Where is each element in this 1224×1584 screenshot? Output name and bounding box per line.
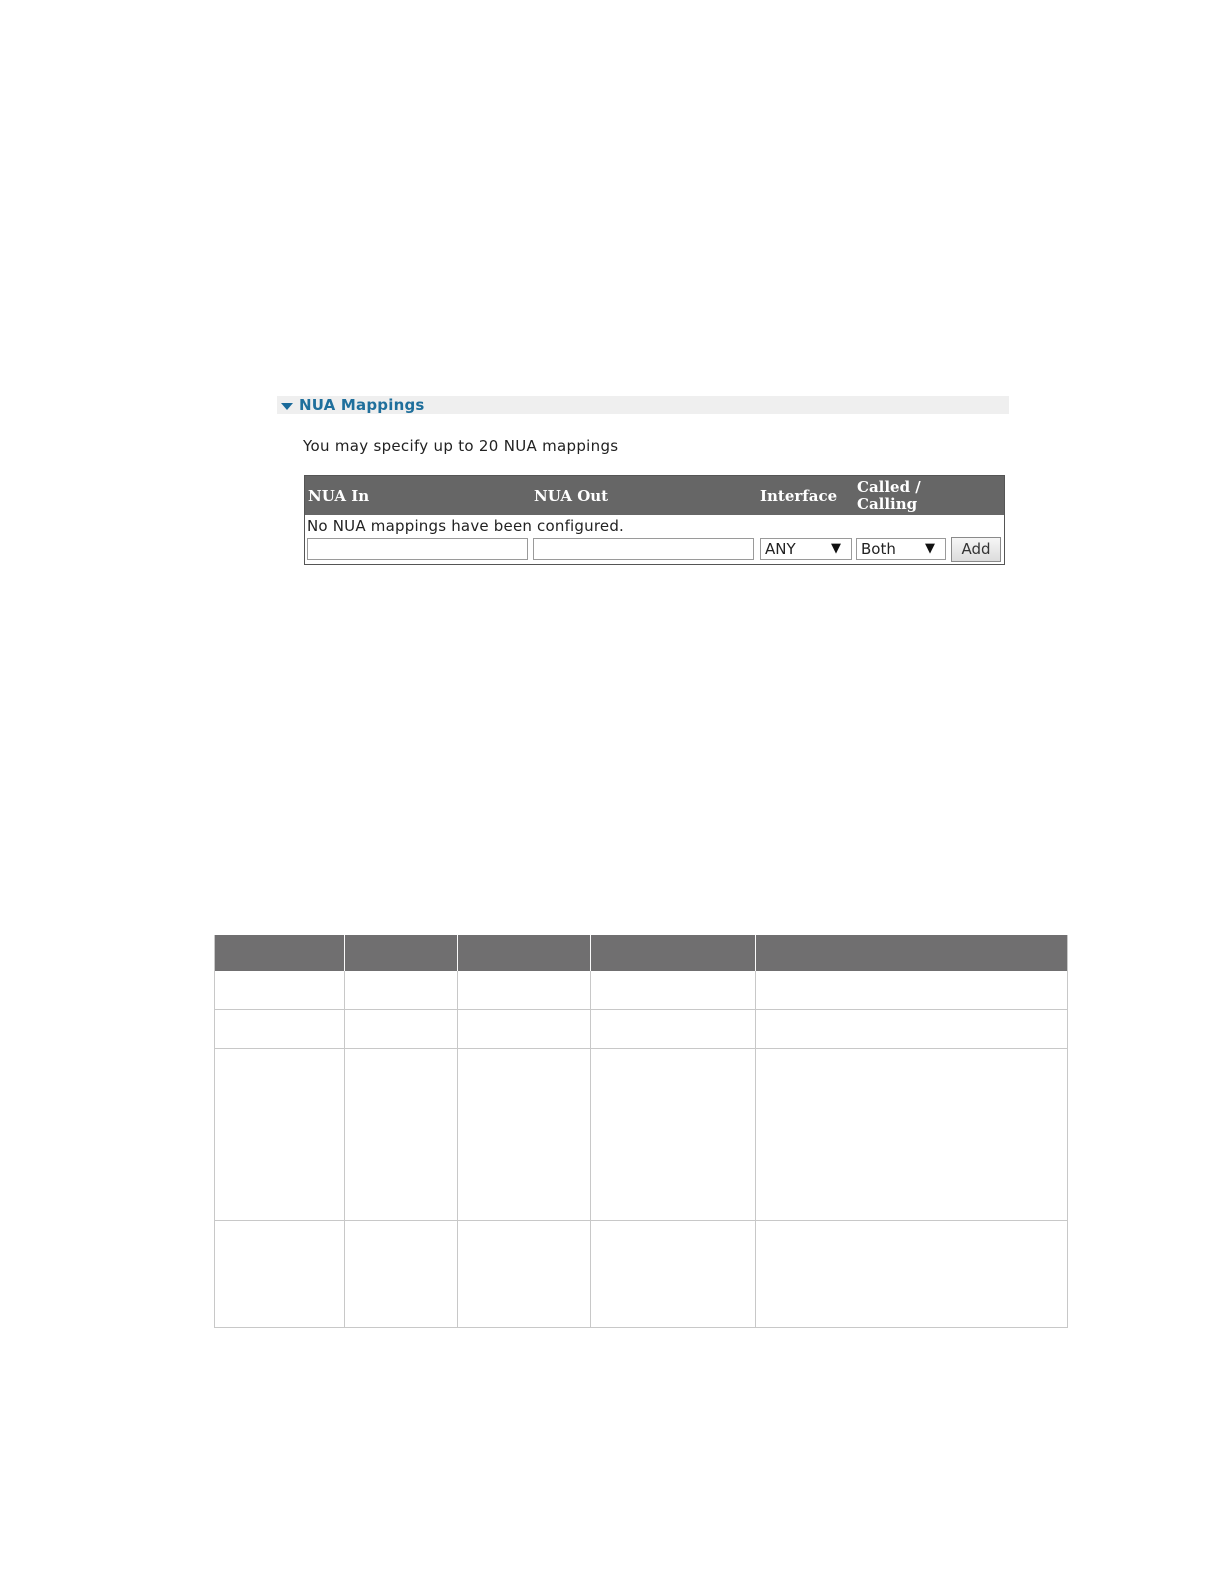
column-header-calling: Calling [857, 495, 918, 513]
column-header-interface: Interface [760, 487, 838, 505]
grid-row [215, 971, 1067, 1010]
caret-down-icon[interactable] [281, 403, 293, 410]
column-header-called: Called / [857, 478, 921, 496]
called-calling-select-value: Both [861, 540, 896, 558]
grid-header-divider [344, 935, 345, 971]
grid-row [215, 1221, 1067, 1327]
grid-column-divider [344, 935, 345, 1327]
column-header-called-calling [857, 479, 947, 513]
column-header-nua-in: NUA In [308, 487, 370, 505]
triangle-down-icon: ▼ [925, 541, 935, 556]
triangle-down-icon: ▼ [831, 541, 841, 556]
add-button[interactable]: Add [951, 537, 1001, 562]
reference-grid [214, 935, 1068, 1328]
grid-column-divider [590, 935, 591, 1327]
column-header-nua-out: NUA Out [534, 487, 609, 505]
grid-header-row [215, 935, 1067, 971]
nua-mappings-table [304, 475, 1005, 565]
grid-column-divider [457, 935, 458, 1327]
grid-header-divider [755, 935, 756, 971]
empty-message: No NUA mappings have been configured. [307, 517, 625, 535]
interface-select[interactable] [760, 538, 852, 560]
interface-select-value: ANY [765, 540, 796, 558]
grid-column-divider [755, 935, 756, 1327]
table-header [305, 476, 1004, 515]
grid-header-divider [590, 935, 591, 971]
nua-in-input[interactable] [307, 538, 528, 560]
grid-row [215, 1049, 1067, 1221]
new-mapping-row [305, 536, 1004, 564]
grid-header-divider [457, 935, 458, 971]
called-calling-select[interactable] [856, 538, 946, 560]
intro-text: You may specify up to 20 NUA mappings [303, 437, 619, 455]
grid-row [215, 1010, 1067, 1049]
section-header-nua-mappings[interactable] [277, 396, 1009, 414]
nua-out-input[interactable] [533, 538, 754, 560]
section-title: NUA Mappings [299, 396, 425, 414]
